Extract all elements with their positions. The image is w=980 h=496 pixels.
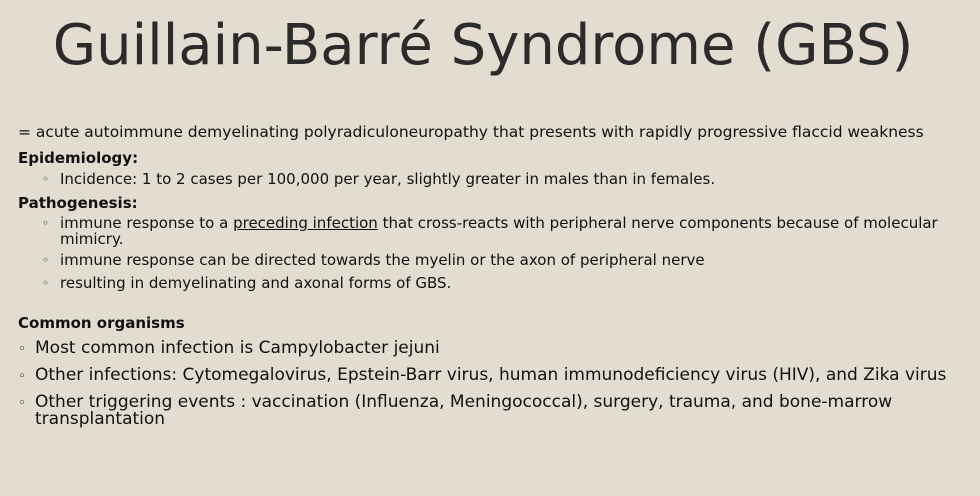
pathogenesis-item	[42, 275, 958, 291]
bullet-icon: ◦	[42, 253, 50, 267]
organisms-item-text: Most common infection is Campylobacter jejuni	[35, 338, 440, 358]
pathogenesis-item-prefix: immune response to a	[60, 214, 234, 232]
preceding-infection-link[interactable]: preceding infection	[233, 214, 378, 232]
bullet-icon: ◦	[18, 396, 26, 411]
organisms-item-text: Other triggering events : vaccination (Influenza, Meningococcal), surgery, trauma, and bone-marrow transplantation	[35, 392, 893, 429]
bullet-icon: ◦	[42, 172, 50, 186]
organisms-item	[18, 340, 958, 357]
pathogenesis-item	[42, 215, 958, 247]
slide-content	[18, 124, 958, 438]
pathogenesis-item-text: immune response can be directed towards the myelin or the axon of peripheral nerve	[60, 251, 705, 269]
organisms-item	[18, 367, 958, 384]
epidemiology-heading: Epidemiology:	[18, 149, 139, 167]
pathogenesis-item-suffix: that cross-reacts with peripheral nerve components because of molecular mimicry.	[60, 214, 938, 248]
pathogenesis-item-text: resulting in demyelinating and axonal forms of GBS.	[60, 274, 452, 292]
bullet-icon: ◦	[42, 276, 50, 290]
bullet-icon: ◦	[42, 216, 50, 230]
bullet-icon: ◦	[18, 369, 26, 384]
bullet-icon: ◦	[18, 342, 26, 357]
pathogenesis-item	[42, 252, 958, 268]
organisms-list	[18, 340, 958, 428]
definition-text: = acute autoimmune demyelinating polyradiculoneuropathy that presents with rapidly progressive flaccid weakness	[18, 123, 924, 141]
epidemiology-item	[42, 171, 958, 187]
organisms-item-text: Other infections: Cytomegalovirus, Epstein-Barr virus, human immunodeficiency virus (HIV), and Zika virus	[35, 365, 947, 385]
organisms-heading: Common organisms	[18, 314, 185, 332]
epidemiology-list	[18, 171, 958, 187]
slide-title: Guillain-Barré Syndrome (GBS)	[52, 13, 914, 78]
pathogenesis-heading: Pathogenesis:	[18, 194, 138, 212]
organisms-item	[18, 394, 958, 428]
epidemiology-item-text: Incidence: 1 to 2 cases per 100,000 per year, slightly greater in males than in females.	[60, 170, 716, 188]
pathogenesis-list	[18, 215, 958, 291]
